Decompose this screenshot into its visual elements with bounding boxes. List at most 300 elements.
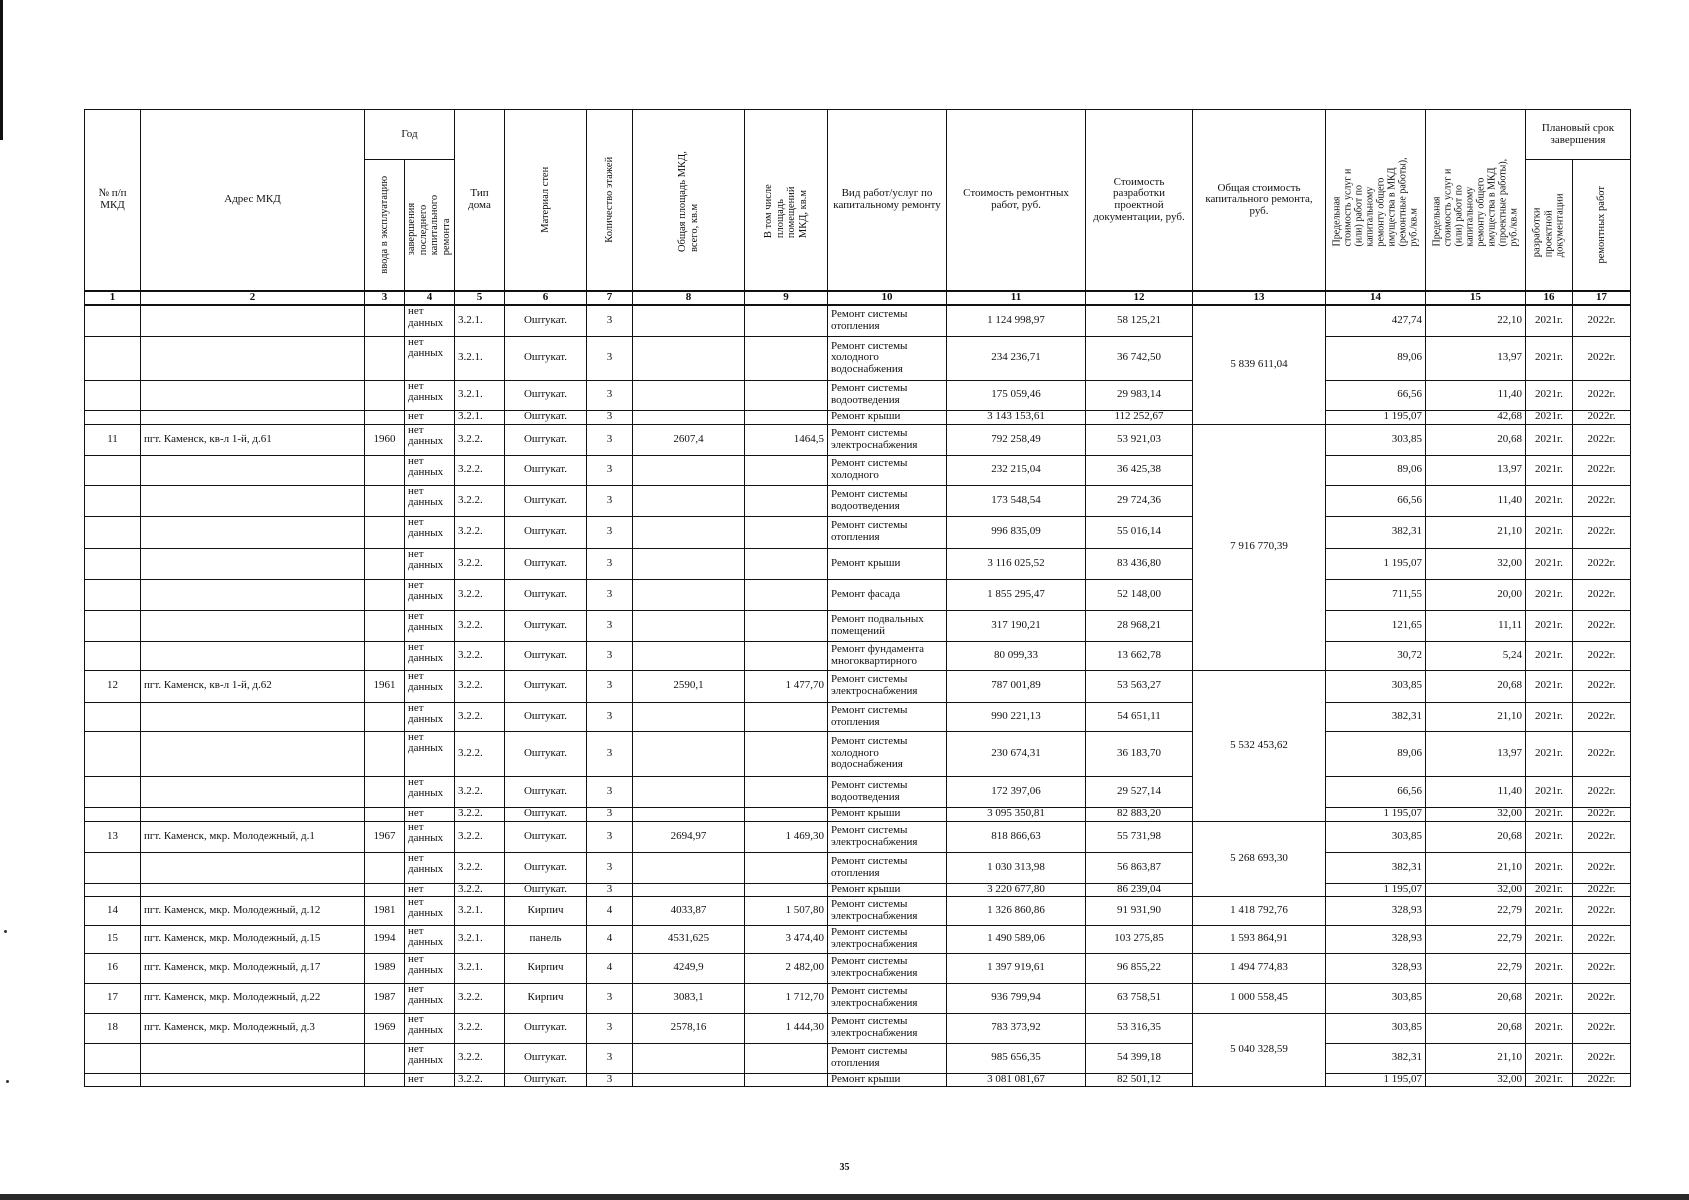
floors-cell: 3 xyxy=(587,776,633,807)
limit-repair-cell: 382,31 xyxy=(1326,702,1426,731)
work-type-cell: Ремонт системы электроснабжения xyxy=(828,821,947,852)
address-cell xyxy=(141,731,365,776)
limit-repair-cell: 303,85 xyxy=(1326,670,1426,702)
work-type-cell: Ремонт системы электроснабжения xyxy=(828,925,947,953)
total-area-cell: 3083,1 xyxy=(633,983,745,1013)
col-number: 8 xyxy=(633,291,745,305)
commissioning-year-cell xyxy=(365,548,405,579)
work-type-cell: Ремонт крыши xyxy=(828,807,947,821)
row-number-cell xyxy=(85,1043,141,1073)
col-limit-project-header: Предельная стоимость услуг и (или) работ по капитальному ремонту общего имущества в МКД (проектные работы), руб./кв.м xyxy=(1426,110,1526,292)
premises-area-cell: 1 444,30 xyxy=(745,1013,828,1043)
limit-repair-cell: 66,56 xyxy=(1326,485,1426,516)
col-number: 15 xyxy=(1426,291,1526,305)
col-number: 9 xyxy=(745,291,828,305)
total-cost-cell: 5 040 328,59 xyxy=(1193,1013,1326,1086)
project-cost-cell: 13 662,78 xyxy=(1086,641,1193,670)
last-repair-year-cell: нет данных xyxy=(405,852,455,883)
project-term-cell: 2021г. xyxy=(1526,579,1573,610)
project-term-cell: 2021г. xyxy=(1526,670,1573,702)
wall-material-cell: Оштукат. xyxy=(505,455,587,485)
address-cell xyxy=(141,1043,365,1073)
repair-cost-cell: 990 221,13 xyxy=(947,702,1086,731)
repair-term-cell: 2022г. xyxy=(1573,1043,1631,1073)
col-number: 11 xyxy=(947,291,1086,305)
last-repair-year-cell: нет данных xyxy=(405,1013,455,1043)
last-repair-year-cell: нет данных xyxy=(405,548,455,579)
limit-repair-cell: 121,65 xyxy=(1326,610,1426,641)
limit-repair-cell: 30,72 xyxy=(1326,641,1426,670)
repair-term-cell: 2022г. xyxy=(1573,896,1631,925)
last-repair-year-cell: нет данных xyxy=(405,821,455,852)
floors-cell: 3 xyxy=(587,821,633,852)
project-cost-cell: 29 983,14 xyxy=(1086,380,1193,410)
scan-speck xyxy=(6,1080,9,1083)
project-cost-cell: 112 252,67 xyxy=(1086,410,1193,424)
floors-cell: 3 xyxy=(587,1073,633,1086)
limit-project-cell: 20,68 xyxy=(1426,1013,1526,1043)
project-term-cell: 2021г. xyxy=(1526,1073,1573,1086)
address-cell xyxy=(141,455,365,485)
floors-cell: 3 xyxy=(587,807,633,821)
work-type-cell: Ремонт системы отопления xyxy=(828,852,947,883)
wall-material-cell: Оштукат. xyxy=(505,670,587,702)
repair-cost-cell: 996 835,09 xyxy=(947,516,1086,548)
table-row xyxy=(85,807,1631,821)
premises-area-cell: 3 474,40 xyxy=(745,925,828,953)
col-number: 17 xyxy=(1573,291,1631,305)
col-number: 13 xyxy=(1193,291,1326,305)
project-cost-cell: 54 651,11 xyxy=(1086,702,1193,731)
address-cell: пгт. Каменск, кв-л 1-й, д.62 xyxy=(141,670,365,702)
project-cost-cell: 91 931,90 xyxy=(1086,896,1193,925)
repair-term-cell: 2022г. xyxy=(1573,953,1631,983)
house-type-cell: 3.2.1. xyxy=(455,336,505,380)
work-type-cell: Ремонт системы водоотведения xyxy=(828,380,947,410)
wall-material-cell: Кирпич xyxy=(505,953,587,983)
limit-project-cell: 21,10 xyxy=(1426,1043,1526,1073)
project-term-cell: 2021г. xyxy=(1526,807,1573,821)
wall-material-cell: Оштукат. xyxy=(505,1073,587,1086)
wall-material-cell: Оштукат. xyxy=(505,731,587,776)
last-repair-year-cell: нет xyxy=(405,410,455,424)
row-number-cell xyxy=(85,731,141,776)
premises-area-cell xyxy=(745,702,828,731)
total-cost-cell: 5 532 453,62 xyxy=(1193,670,1326,821)
col-limit-repair-header: Предельная стоимость услуг и (или) работ по капитальному ремонту общего имущества в МКД (ремонтные работы), руб./кв.м xyxy=(1326,110,1426,292)
col-wall-material-header: Материал стен xyxy=(505,110,587,292)
limit-repair-cell: 303,85 xyxy=(1326,821,1426,852)
project-cost-cell: 29 724,36 xyxy=(1086,485,1193,516)
project-cost-cell: 63 758,51 xyxy=(1086,983,1193,1013)
page-number: 35 xyxy=(839,1162,850,1173)
limit-project-cell: 20,68 xyxy=(1426,670,1526,702)
table-row xyxy=(85,852,1631,883)
floors-cell: 3 xyxy=(587,455,633,485)
table-row xyxy=(85,424,1631,455)
repair-cost-cell: 936 799,94 xyxy=(947,983,1086,1013)
limit-repair-cell: 1 195,07 xyxy=(1326,1073,1426,1086)
col-number: 10 xyxy=(828,291,947,305)
work-type-cell: Ремонт крыши xyxy=(828,548,947,579)
col-number: 14 xyxy=(1326,291,1426,305)
limit-repair-cell: 1 195,07 xyxy=(1326,548,1426,579)
repair-term-cell: 2022г. xyxy=(1573,852,1631,883)
address-cell xyxy=(141,883,365,896)
wall-material-cell: Оштукат. xyxy=(505,579,587,610)
project-cost-cell: 53 316,35 xyxy=(1086,1013,1193,1043)
total-area-cell xyxy=(633,610,745,641)
floors-cell: 3 xyxy=(587,731,633,776)
premises-area-cell xyxy=(745,548,828,579)
row-number-cell xyxy=(85,807,141,821)
total-area-cell xyxy=(633,485,745,516)
table-row xyxy=(85,380,1631,410)
floors-cell: 3 xyxy=(587,641,633,670)
address-cell: пгт. Каменск, мкр. Молодежный, д.3 xyxy=(141,1013,365,1043)
work-type-cell: Ремонт системы электроснабжения xyxy=(828,1013,947,1043)
address-cell xyxy=(141,776,365,807)
table-row xyxy=(85,670,1631,702)
col-total-cost-header: Общая стоимость капитального ремонта, руб. xyxy=(1193,110,1326,292)
last-repair-year-cell: нет данных xyxy=(405,670,455,702)
commissioning-year-cell xyxy=(365,807,405,821)
col-floors-header: Количество этажей xyxy=(587,110,633,292)
repair-term-cell: 2022г. xyxy=(1573,485,1631,516)
house-type-cell: 3.2.1. xyxy=(455,925,505,953)
project-term-cell: 2021г. xyxy=(1526,731,1573,776)
total-area-cell xyxy=(633,776,745,807)
repair-term-cell: 2022г. xyxy=(1573,983,1631,1013)
last-repair-year-cell: нет данных xyxy=(405,776,455,807)
commissioning-year-cell xyxy=(365,516,405,548)
project-term-cell: 2021г. xyxy=(1526,883,1573,896)
address-cell: пгт. Каменск, мкр. Молодежный, д.17 xyxy=(141,953,365,983)
address-cell xyxy=(141,336,365,380)
work-type-cell: Ремонт фундамента многоквартирного xyxy=(828,641,947,670)
commissioning-year-cell: 1967 xyxy=(365,821,405,852)
limit-project-cell: 13,97 xyxy=(1426,731,1526,776)
table-row xyxy=(85,702,1631,731)
limit-repair-cell: 89,06 xyxy=(1326,731,1426,776)
repair-cost-cell: 1 124 998,97 xyxy=(947,305,1086,336)
last-repair-year-cell: нет данных xyxy=(405,579,455,610)
work-type-cell: Ремонт системы водоотведения xyxy=(828,776,947,807)
table-row xyxy=(85,610,1631,641)
limit-project-cell: 13,97 xyxy=(1426,455,1526,485)
commissioning-year-cell xyxy=(365,776,405,807)
floors-cell: 3 xyxy=(587,1043,633,1073)
limit-project-cell: 13,97 xyxy=(1426,336,1526,380)
row-number-cell xyxy=(85,516,141,548)
commissioning-year-cell xyxy=(365,485,405,516)
commissioning-year-cell: 1969 xyxy=(365,1013,405,1043)
total-area-cell: 4033,87 xyxy=(633,896,745,925)
last-repair-year-cell: нет xyxy=(405,807,455,821)
premises-area-cell xyxy=(745,852,828,883)
house-type-cell: 3.2.1. xyxy=(455,896,505,925)
row-number-cell: 15 xyxy=(85,925,141,953)
commissioning-year-cell xyxy=(365,380,405,410)
work-type-cell: Ремонт крыши xyxy=(828,1073,947,1086)
limit-project-cell: 32,00 xyxy=(1426,883,1526,896)
premises-area-cell xyxy=(745,410,828,424)
project-term-cell: 2021г. xyxy=(1526,953,1573,983)
limit-repair-cell: 328,93 xyxy=(1326,953,1426,983)
scan-edge-left xyxy=(0,0,3,140)
repair-cost-cell: 317 190,21 xyxy=(947,610,1086,641)
project-term-cell: 2021г. xyxy=(1526,702,1573,731)
total-area-cell xyxy=(633,455,745,485)
repair-cost-cell: 783 373,92 xyxy=(947,1013,1086,1043)
repair-term-cell: 2022г. xyxy=(1573,670,1631,702)
house-type-cell: 3.2.2. xyxy=(455,579,505,610)
total-area-cell xyxy=(633,702,745,731)
premises-area-cell: 1 469,30 xyxy=(745,821,828,852)
floors-cell: 3 xyxy=(587,410,633,424)
house-type-cell: 3.2.2. xyxy=(455,1013,505,1043)
commissioning-year-cell xyxy=(365,305,405,336)
term-group-header: Плановый срок завершения xyxy=(1526,110,1631,160)
project-term-cell: 2021г. xyxy=(1526,852,1573,883)
limit-repair-cell: 303,85 xyxy=(1326,983,1426,1013)
commissioning-year-cell xyxy=(365,336,405,380)
commissioning-year-cell xyxy=(365,641,405,670)
work-type-cell: Ремонт фасада xyxy=(828,579,947,610)
project-term-cell: 2021г. xyxy=(1526,336,1573,380)
premises-area-cell xyxy=(745,610,828,641)
col-number-header: № п/п МКД xyxy=(85,110,141,292)
row-number-cell: 17 xyxy=(85,983,141,1013)
project-term-cell: 2021г. xyxy=(1526,610,1573,641)
project-term-cell: 2021г. xyxy=(1526,641,1573,670)
col-number: 7 xyxy=(587,291,633,305)
repair-cost-cell: 1 855 295,47 xyxy=(947,579,1086,610)
repair-cost-cell: 80 099,33 xyxy=(947,641,1086,670)
repair-term-cell: 2022г. xyxy=(1573,925,1631,953)
project-cost-cell: 28 968,21 xyxy=(1086,610,1193,641)
floors-cell: 4 xyxy=(587,896,633,925)
limit-repair-cell: 303,85 xyxy=(1326,424,1426,455)
last-repair-year-cell: нет данных xyxy=(405,305,455,336)
house-type-cell: 3.2.2. xyxy=(455,548,505,579)
project-term-cell: 2021г. xyxy=(1526,305,1573,336)
premises-area-cell xyxy=(745,305,828,336)
row-number-cell: 11 xyxy=(85,424,141,455)
address-cell xyxy=(141,380,365,410)
limit-repair-cell: 1 195,07 xyxy=(1326,410,1426,424)
floors-cell: 3 xyxy=(587,516,633,548)
limit-project-cell: 22,10 xyxy=(1426,305,1526,336)
project-cost-cell: 29 527,14 xyxy=(1086,776,1193,807)
row-number-cell xyxy=(85,776,141,807)
row-number-cell xyxy=(85,1073,141,1086)
table-row xyxy=(85,776,1631,807)
last-repair-year-cell: нет данных xyxy=(405,380,455,410)
address-cell xyxy=(141,852,365,883)
project-term-cell: 2021г. xyxy=(1526,516,1573,548)
commissioning-year-cell: 1987 xyxy=(365,983,405,1013)
wall-material-cell: Оштукат. xyxy=(505,776,587,807)
floors-cell: 4 xyxy=(587,953,633,983)
wall-material-cell: Оштукат. xyxy=(505,1043,587,1073)
total-area-cell xyxy=(633,731,745,776)
address-cell xyxy=(141,702,365,731)
capital-repair-table xyxy=(84,109,1631,1087)
limit-project-cell: 32,00 xyxy=(1426,548,1526,579)
project-cost-cell: 36 425,38 xyxy=(1086,455,1193,485)
col-number: 4 xyxy=(405,291,455,305)
address-cell xyxy=(141,548,365,579)
col-commissioning-year-header: ввода в эксплуатацию xyxy=(365,160,405,292)
total-area-cell xyxy=(633,579,745,610)
last-repair-year-cell: нет данных xyxy=(405,485,455,516)
house-type-cell: 3.2.2. xyxy=(455,485,505,516)
repair-cost-cell: 1 030 313,98 xyxy=(947,852,1086,883)
commissioning-year-cell xyxy=(365,1043,405,1073)
limit-project-cell: 20,68 xyxy=(1426,983,1526,1013)
row-number-cell xyxy=(85,336,141,380)
premises-area-cell xyxy=(745,1043,828,1073)
row-number-cell xyxy=(85,579,141,610)
last-repair-year-cell: нет данных xyxy=(405,424,455,455)
commissioning-year-cell xyxy=(365,702,405,731)
house-type-cell: 3.2.2. xyxy=(455,455,505,485)
work-type-cell: Ремонт системы электроснабжения xyxy=(828,983,947,1013)
project-term-cell: 2021г. xyxy=(1526,896,1573,925)
work-type-cell: Ремонт системы отопления xyxy=(828,702,947,731)
total-area-cell xyxy=(633,807,745,821)
limit-repair-cell: 711,55 xyxy=(1326,579,1426,610)
row-number-cell xyxy=(85,641,141,670)
project-term-cell: 2021г. xyxy=(1526,485,1573,516)
premises-area-cell xyxy=(745,1073,828,1086)
house-type-cell: 3.2.2. xyxy=(455,670,505,702)
repair-term-cell: 2022г. xyxy=(1573,807,1631,821)
project-cost-cell: 36 183,70 xyxy=(1086,731,1193,776)
premises-area-cell xyxy=(745,380,828,410)
premises-area-cell xyxy=(745,883,828,896)
house-type-cell: 3.2.2. xyxy=(455,883,505,896)
col-number: 6 xyxy=(505,291,587,305)
project-cost-cell: 53 921,03 xyxy=(1086,424,1193,455)
table-row xyxy=(85,731,1631,776)
project-cost-cell: 86 239,04 xyxy=(1086,883,1193,896)
repair-cost-cell: 3 095 350,81 xyxy=(947,807,1086,821)
row-number-cell xyxy=(85,610,141,641)
work-type-cell: Ремонт крыши xyxy=(828,410,947,424)
limit-project-cell: 11,11 xyxy=(1426,610,1526,641)
project-cost-cell: 56 863,87 xyxy=(1086,852,1193,883)
work-type-cell: Ремонт системы холодного xyxy=(828,455,947,485)
premises-area-cell xyxy=(745,641,828,670)
commissioning-year-cell xyxy=(365,579,405,610)
repair-term-cell: 2022г. xyxy=(1573,641,1631,670)
row-number-cell xyxy=(85,702,141,731)
work-type-cell: Ремонт крыши xyxy=(828,883,947,896)
repair-term-cell: 2022г. xyxy=(1573,579,1631,610)
col-number: 5 xyxy=(455,291,505,305)
total-cost-cell: 5 839 611,04 xyxy=(1193,305,1326,424)
repair-term-cell: 2022г. xyxy=(1573,410,1631,424)
col-house-type-header: Тип дома xyxy=(455,110,505,292)
floors-cell: 3 xyxy=(587,579,633,610)
wall-material-cell: Оштукат. xyxy=(505,610,587,641)
project-term-cell: 2021г. xyxy=(1526,548,1573,579)
limit-repair-cell: 382,31 xyxy=(1326,852,1426,883)
repair-term-cell: 2022г. xyxy=(1573,776,1631,807)
col-number: 12 xyxy=(1086,291,1193,305)
address-cell xyxy=(141,1073,365,1086)
total-area-cell: 2607,4 xyxy=(633,424,745,455)
repair-cost-cell: 232 215,04 xyxy=(947,455,1086,485)
total-area-cell: 2590,1 xyxy=(633,670,745,702)
row-number-cell xyxy=(85,485,141,516)
commissioning-year-cell xyxy=(365,610,405,641)
wall-material-cell: Оштукат. xyxy=(505,821,587,852)
floors-cell: 3 xyxy=(587,336,633,380)
last-repair-year-cell: нет данных xyxy=(405,702,455,731)
table-row xyxy=(85,1073,1631,1086)
commissioning-year-cell xyxy=(365,1073,405,1086)
work-type-cell: Ремонт системы холодного водоснабжения xyxy=(828,336,947,380)
limit-project-cell: 32,00 xyxy=(1426,1073,1526,1086)
row-number-cell: 13 xyxy=(85,821,141,852)
total-area-cell xyxy=(633,883,745,896)
house-type-cell: 3.2.2. xyxy=(455,731,505,776)
repair-term-cell: 2022г. xyxy=(1573,821,1631,852)
repair-cost-cell: 787 001,89 xyxy=(947,670,1086,702)
repair-term-cell: 2022г. xyxy=(1573,1013,1631,1043)
address-cell xyxy=(141,641,365,670)
premises-area-cell: 1 507,80 xyxy=(745,896,828,925)
premises-area-cell: 1464,5 xyxy=(745,424,828,455)
address-cell: пгт. Каменск, кв-л 1-й, д.61 xyxy=(141,424,365,455)
commissioning-year-cell: 1961 xyxy=(365,670,405,702)
total-area-cell xyxy=(633,1043,745,1073)
house-type-cell: 3.2.1. xyxy=(455,953,505,983)
limit-repair-cell: 89,06 xyxy=(1326,455,1426,485)
repair-term-cell: 2022г. xyxy=(1573,455,1631,485)
wall-material-cell: Оштукат. xyxy=(505,516,587,548)
work-type-cell: Ремонт подвальных помещений xyxy=(828,610,947,641)
limit-project-cell: 21,10 xyxy=(1426,702,1526,731)
premises-area-cell xyxy=(745,807,828,821)
address-cell: пгт. Каменск, мкр. Молодежный, д.22 xyxy=(141,983,365,1013)
wall-material-cell: Оштукат. xyxy=(505,305,587,336)
repair-term-cell: 2022г. xyxy=(1573,1073,1631,1086)
limit-project-cell: 42,68 xyxy=(1426,410,1526,424)
table-row xyxy=(85,1013,1631,1043)
repair-term-cell: 2022г. xyxy=(1573,883,1631,896)
wall-material-cell: Оштукат. xyxy=(505,807,587,821)
commissioning-year-cell: 1981 xyxy=(365,896,405,925)
limit-repair-cell: 89,06 xyxy=(1326,336,1426,380)
col-total-area-header: Общая площадь МКД, всего, кв.м xyxy=(633,110,745,292)
total-area-cell xyxy=(633,410,745,424)
commissioning-year-cell xyxy=(365,852,405,883)
repair-cost-cell: 1 490 589,06 xyxy=(947,925,1086,953)
repair-term-cell: 2022г. xyxy=(1573,610,1631,641)
wall-material-cell: Оштукат. xyxy=(505,336,587,380)
table-row xyxy=(85,579,1631,610)
project-term-cell: 2021г. xyxy=(1526,424,1573,455)
limit-project-cell: 11,40 xyxy=(1426,380,1526,410)
work-type-cell: Ремонт системы электроснабжения xyxy=(828,896,947,925)
total-cost-cell: 1 000 558,45 xyxy=(1193,983,1326,1013)
repair-cost-cell: 175 059,46 xyxy=(947,380,1086,410)
floors-cell: 3 xyxy=(587,548,633,579)
